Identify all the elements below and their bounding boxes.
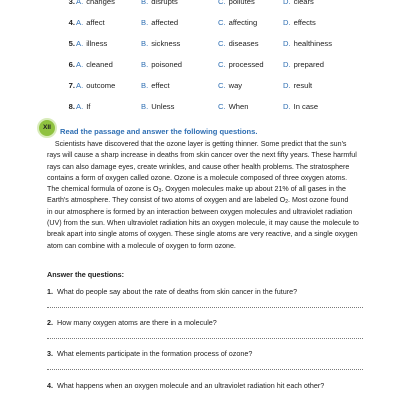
option-choice-b [141, 59, 182, 71]
option-letter: B. [141, 39, 149, 48]
passage-line: (UV) from the sun. When ultraviolet radiation hits an oxygen molecule, it may cause the molecule to [47, 219, 359, 228]
section-title: Read the passage and answer the following questions. [60, 127, 258, 136]
option-choice-a [76, 59, 113, 71]
option-letter: C. [218, 39, 226, 48]
question-item [47, 381, 324, 390]
answer-line[interactable] [47, 369, 363, 370]
option-word: sickness [151, 39, 181, 48]
option-letter: B. [141, 81, 149, 90]
option-row-number: 4. [68, 18, 75, 27]
option-choice-c [218, 17, 257, 29]
option-letter: A. [76, 60, 84, 69]
option-letter: A. [76, 0, 84, 6]
option-word: effect [151, 81, 170, 90]
option-choice-d [283, 59, 324, 71]
option-word: effects [293, 18, 316, 27]
question-text: How many oxygen atoms are there in a molecule? [57, 318, 217, 327]
passage-text: . Oxygen molecules make up about 21% of all gases in the [161, 185, 346, 194]
question-number: 1. [47, 287, 53, 296]
option-choice-a [76, 101, 90, 113]
passage-line: rays will cause a sharp increase in deaths from skin cancer over the next fifty years. These harmful [47, 151, 357, 160]
answer-heading: Answer the questions: [47, 270, 125, 279]
oxygen-subscript: 2 [285, 199, 288, 206]
reading-passage [47, 139, 362, 252]
option-choice-d [283, 101, 318, 113]
option-letter: A. [76, 39, 84, 48]
passage-line: in our atmosphere is formed by an interaction between oxygen molecules and ultraviolet radiation [47, 207, 353, 216]
passage-line: rays can also damage eyes, create wrinkles, and cause other health problems. The stratosphere [47, 162, 350, 171]
option-choice-d [283, 0, 314, 8]
option-choice-b [141, 101, 174, 113]
option-word: affecting [228, 18, 258, 27]
question-number: 2. [47, 318, 53, 327]
option-letter: C. [218, 60, 226, 69]
passage-line [47, 195, 362, 206]
option-word: pollutes [228, 0, 255, 6]
passage-text: Scientists have discovered that the ozone layer is getting thinner. Some predict that the sun's [54, 140, 347, 148]
option-choice-d [283, 17, 316, 29]
option-letter: D. [283, 102, 291, 111]
option-word: affected [151, 18, 179, 27]
option-letter: C. [218, 0, 226, 6]
option-row-number: 6. [68, 60, 75, 69]
passage-line [47, 184, 362, 195]
passage-line: break apart into single atoms of oxygen. These single atoms are very reactive, and a single oxygen [47, 230, 358, 239]
passage-line: atom can combine with a molecule of oxygen to form ozone. [47, 241, 236, 250]
option-word: disrupts [151, 0, 178, 6]
option-row [0, 38, 400, 50]
option-row-number: 7. [68, 81, 75, 90]
option-row-number: 3. [68, 0, 75, 6]
option-row [0, 59, 400, 71]
section-badge [37, 118, 57, 138]
option-word: changes [86, 0, 115, 6]
option-choice-c [218, 59, 264, 71]
question-item [47, 287, 297, 296]
option-word: way [228, 81, 243, 90]
question-text: What happens when an oxygen molecule and an ultraviolet radiation hit each other? [57, 381, 325, 390]
question-item [47, 349, 252, 358]
ozone-subscript: 3 [158, 188, 162, 195]
option-letter: B. [141, 60, 149, 69]
question-item [47, 318, 217, 327]
option-choice-d [283, 80, 312, 92]
question-text: What do people say about the rate of deaths from skin cancer in the future? [57, 287, 298, 296]
option-word: processed [228, 60, 264, 69]
option-choice-c [218, 101, 248, 113]
section-badge-label: XII [43, 124, 51, 131]
option-letter: B. [141, 102, 149, 111]
option-word: clears [293, 0, 314, 6]
option-word: prepared [293, 60, 324, 69]
option-choice-b [141, 80, 170, 92]
option-word: affect [86, 18, 105, 27]
option-choice-b [141, 38, 180, 50]
option-letter: A. [76, 102, 84, 111]
option-row [0, 101, 400, 113]
option-row [0, 0, 400, 8]
option-choice-b [141, 17, 178, 29]
option-letter: D. [283, 60, 291, 69]
passage-text: The chemical formula of ozone is O [47, 185, 159, 194]
option-word: cleaned [86, 60, 113, 69]
option-letter: D. [283, 18, 291, 27]
option-letter: C. [218, 81, 226, 90]
option-word: When [228, 102, 249, 111]
option-choice-a [76, 80, 115, 92]
option-word: result [293, 81, 313, 90]
option-word: diseases [228, 39, 259, 48]
option-row [0, 80, 400, 92]
option-letter: A. [76, 18, 84, 27]
option-word: If [86, 102, 91, 111]
option-choice-c [218, 38, 259, 50]
option-choice-a [76, 17, 105, 29]
option-word: In case [293, 102, 319, 111]
option-word: illness [86, 39, 108, 48]
question-number: 3. [47, 349, 53, 358]
passage-line: contains a form of oxygen called ozone. Ozone is a molecule composed of three oxygen atoms. [47, 173, 348, 182]
answer-line[interactable] [47, 338, 363, 339]
option-word: healthiness [293, 39, 333, 48]
option-letter: A. [76, 81, 84, 90]
passage-text: Earth's atmosphere. They consist of two atoms of oxygen and are labeled O [47, 196, 286, 205]
option-choice-b [141, 0, 178, 8]
option-word: outcome [86, 81, 116, 90]
option-choice-d [283, 38, 332, 50]
option-choice-c [218, 80, 242, 92]
option-word: Unless [151, 102, 175, 111]
option-choice-a [76, 0, 115, 8]
question-text: What elements participate in the formation process of ozone? [57, 349, 253, 358]
option-row-number: 8. [68, 102, 75, 111]
question-number: 4. [47, 381, 53, 390]
option-letter: B. [141, 18, 149, 27]
option-letter: D. [283, 0, 291, 6]
option-letter: D. [283, 81, 291, 90]
answer-line[interactable] [47, 307, 363, 308]
passage-text: . Most ozone found [288, 196, 349, 205]
option-choice-c [218, 0, 255, 8]
option-row-number: 5. [68, 39, 75, 48]
option-choice-a [76, 38, 107, 50]
passage-line [47, 139, 362, 150]
option-letter: D. [283, 39, 291, 48]
option-letter: C. [218, 18, 226, 27]
option-row [0, 17, 400, 29]
option-letter: B. [141, 0, 149, 6]
option-word: poisoned [151, 60, 183, 69]
option-letter: C. [218, 102, 226, 111]
